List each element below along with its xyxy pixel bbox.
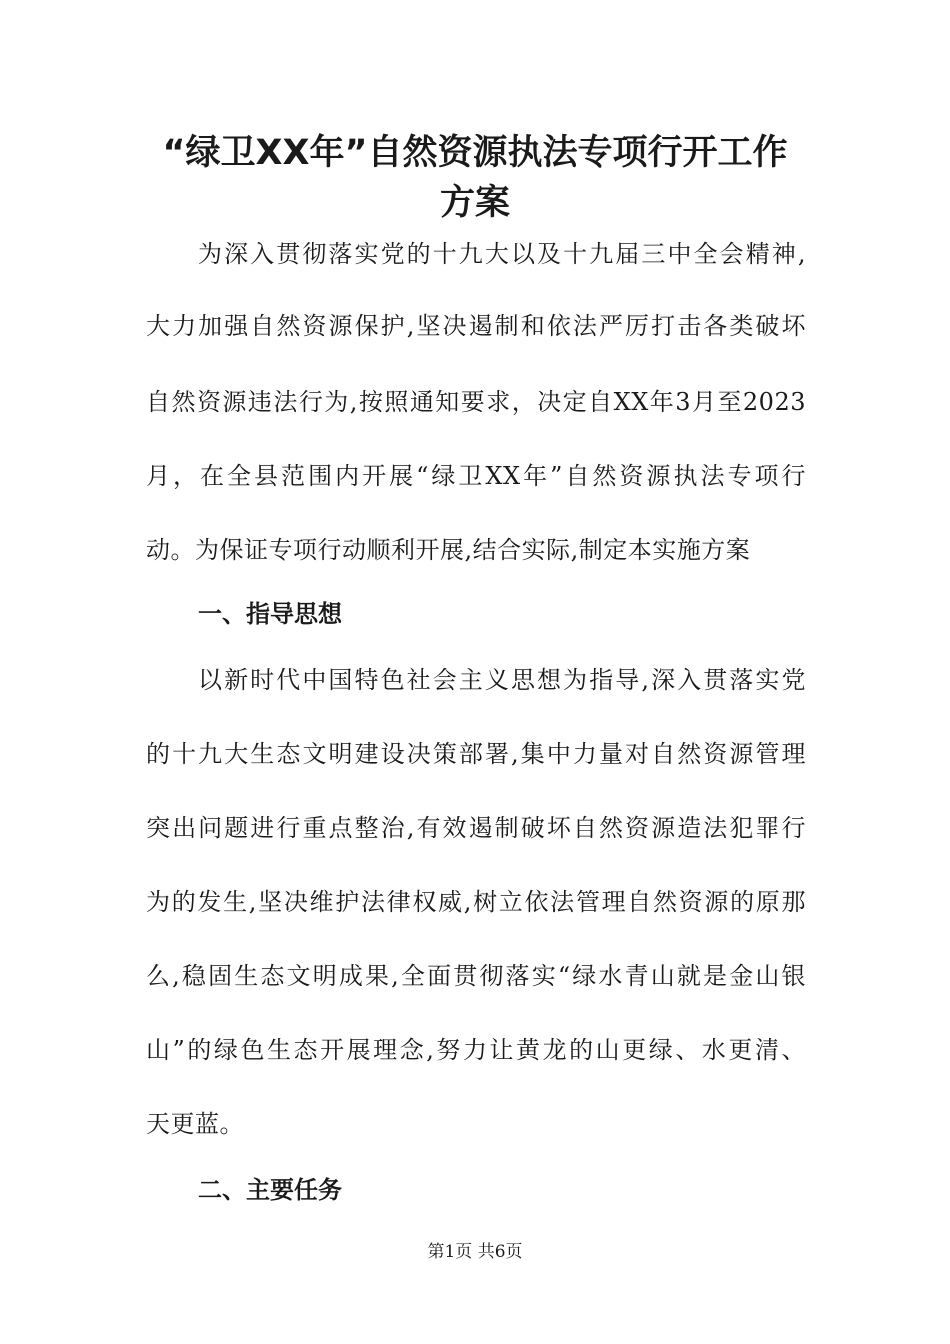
document-title-line-2: 方案	[439, 183, 510, 223]
section-heading-main-tasks: 二、主要任务	[198, 1176, 342, 1204]
section1-paragraph-line: 以新时代中国特色社会主义思想为指导,深入贯落实党	[198, 666, 806, 694]
section-heading-guiding-ideology: 一、指导思想	[198, 600, 342, 628]
section1-paragraph-line: 的十九大生态文明建设决策部署,集中力量对自然资源管理	[146, 740, 806, 768]
intro-paragraph-line: 为深入贯彻落实党的十九大以及十九届三中全会精神,	[198, 240, 806, 268]
intro-paragraph-line: 大力加强自然资源保护,坚决遏制和依法严厉打击各类破坏	[146, 312, 806, 340]
intro-paragraph-line: 月，在全县范围内开展“绿卫XX年”自然资源执法专项行	[146, 462, 806, 490]
section1-paragraph-line: 为的发生,坚决维护法律权威,树立依法管理自然资源的原那	[146, 888, 806, 916]
document-title-line-1: “绿卫XX年”自然资源执法专项行开工作	[162, 133, 788, 173]
intro-paragraph-line: 自然资源违法行为,按照通知要求，决定自XX年3月至2023	[146, 388, 806, 416]
intro-paragraph-line: 动。为保证专项行动顺利开展,结合实际,制定本实施方案	[146, 536, 751, 564]
section1-paragraph-line: 天更蓝。	[146, 1110, 244, 1138]
page-footer: 第1页 共6页	[427, 1242, 523, 1262]
section1-paragraph-line: 山”的绿色生态开展理念,努力让黄龙的山更绿、水更清、	[146, 1036, 806, 1064]
section1-paragraph-line: 突出问题进行重点整治,有效遏制破坏自然资源造法犯罪行	[146, 814, 806, 842]
section1-paragraph-line: 么,稳固生态文明成果,全面贯彻落实“绿水青山就是金山银	[146, 962, 806, 990]
